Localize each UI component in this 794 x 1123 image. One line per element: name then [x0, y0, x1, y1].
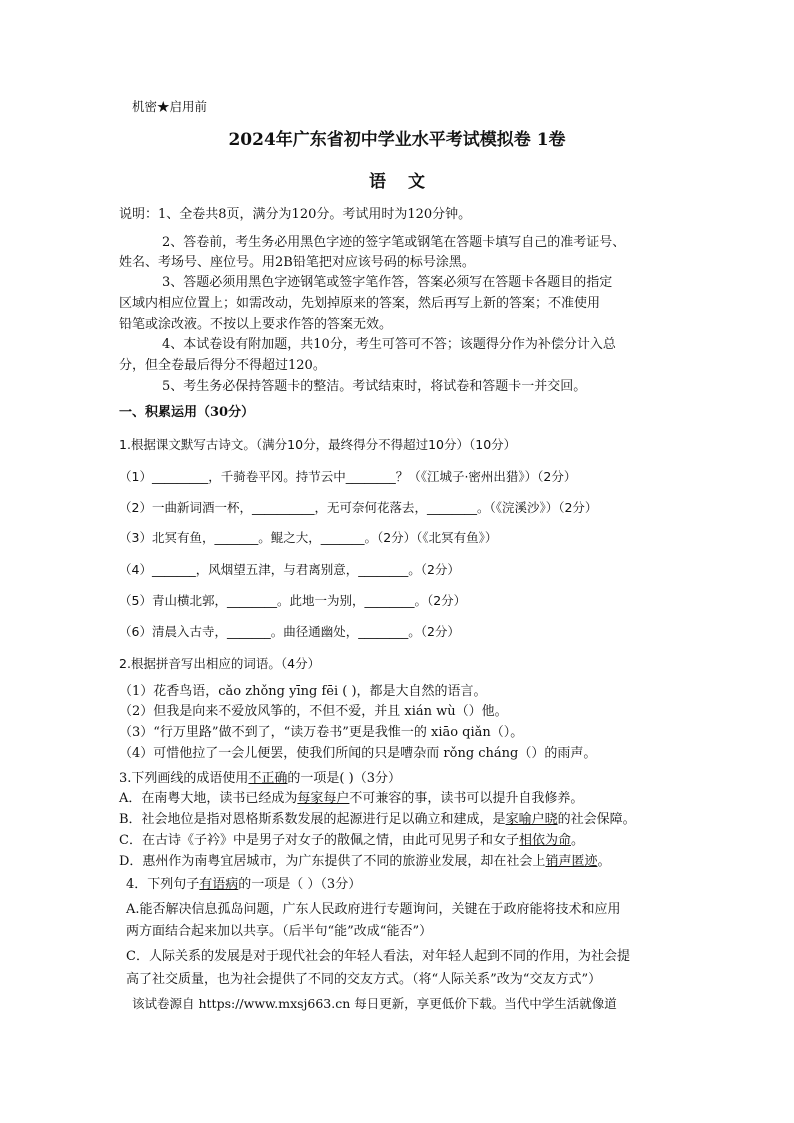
instruction-line-5: 区域内相应位置上；如需改动，先划掉原来的答案，然后再写上新的答案；不准使用	[119, 296, 601, 311]
q1-item-3: （3）北冥有鱼，_______。鲲之大，_______。（2分）（《北冥有鱼》）	[119, 530, 498, 545]
q1-item-4: （4）_______，风烟望五津，与君离别意，________。（2分）	[119, 562, 460, 577]
footer-source-line: 该试卷源自 https://www.mxsj663.cn 每日更新，享更低价下载。当代中学生活就像道	[132, 996, 617, 1011]
confidential-label: 机密★启用前	[132, 99, 208, 114]
exam-title: 2024年广东省初中学业水平考试模拟卷 1卷	[228, 130, 566, 150]
q1-item-1: （1）_________，千骑卷平冈。持节云中________？（《江城子·密州出猎》）（2分）	[119, 469, 577, 484]
q2-item-1: （1）花香鸟语，cǎo zhǒng yīng fēi ( )，都是大自然的语言。	[119, 684, 487, 699]
q3-stem: 3.下列画线的成语使用不正确的一项是( )（3分）	[119, 771, 401, 786]
section-heading: 一、积累运用（30分）	[119, 405, 255, 420]
q4-option-a-line-2: 两方面结合起来加以共享。（后半句“能”改成“能否”）	[126, 924, 433, 939]
q4-option-a-line-1: A.能否解决信息孤岛问题，广东人民政府进行专题询问，关键在于政府能将技术和应用	[126, 902, 621, 917]
instruction-line-7: 4、本试卷设有附加题，共10分，考生可答可不答；该题得分作为补偿分计入总	[162, 337, 616, 352]
instruction-line-6: 铅笔或涂改液。不按以上要求作答的答案无效。	[119, 317, 393, 332]
q3-option-b: B．社会地位是指对恩格斯系数发展的起源进行足以确立和建成，是家喻户晓的社会保障。	[119, 812, 636, 827]
q4-option-c-line-2: 高了社交质量，也为社会提供了不同的交友方式。（将“人际关系”改为“交友方式”）	[126, 972, 602, 987]
instruction-line-9: 5、考生务必保持答题卡的整洁。考试结束时，将试卷和答题卡一并交回。	[162, 379, 587, 394]
instruction-line-1: 说明：1、全卷共8页，满分为120分。考试用时为120分钟。	[119, 207, 472, 222]
q2-item-3: （3）“行万里路”做不到了，“读万卷书”更是我惟一的 xiāo qiǎn（）。	[119, 725, 524, 740]
q1-item-5: （5）青山横北郭，________。此地一为别，________。（2分）	[119, 593, 467, 608]
q1-stem: 1.根据课文默写古诗文。（满分10分，最终得分不得超过10分）（10分）	[119, 437, 517, 452]
instruction-line-3: 姓名、考场号、座位号。用2B铅笔把对应该号码的标号涂黑。	[119, 255, 475, 270]
q1-item-6: （6）清晨入古寺，_______。曲径通幽处，________。（2分）	[119, 624, 460, 639]
q1-item-2: （2）一曲新词酒一杯，__________，无可奈何花落去，________。（《浣溪沙》）（2分）	[119, 500, 598, 515]
q2-stem: 2.根据拼音写出相应的词语。（4分）	[119, 656, 321, 671]
instruction-line-2: 2、答卷前，考生务必用黑色字迹的签字笔或钢笔在答题卡填写自己的准考证号、	[162, 235, 626, 250]
q4-stem: 4．下列句子有语病的一项是（ ）（3分）	[126, 877, 362, 892]
subject-title: 语文	[369, 172, 447, 192]
instruction-line-8: 分，但全卷最后得分不得超过120。	[119, 358, 326, 373]
q3-option-c: C．在古诗《子衿》中是男子对女子的散佩之情，由此可见男子和女子相依为命。	[119, 833, 584, 848]
q4-option-c-line-1: C．人际关系的发展是对于现代社会的年轻人看法，对年轻人起到不同的作用，为社会提	[126, 949, 630, 964]
q3-option-a: A．在南粤大地，读书已经成为每家每户不可兼容的事，读书可以提升自我修养。	[119, 791, 584, 806]
q3-option-d: D．惠州作为南粤宜居城市，为广东提供了不同的旅游业发展，却在社会上销声匿迹。	[119, 854, 611, 869]
q2-item-2: （2）但我是向来不爱放风筝的，不但不爱，并且 xián wù（）他。	[119, 704, 508, 719]
instruction-line-4: 3、答题必须用黑色字迹钢笔或签字笔作答，答案必须写在答题卡各题目的指定	[162, 275, 613, 290]
q2-item-4: （4）可惜他拉了一会儿便罢，使我们所闻的只是嘈杂而 rǒng cháng（）的雨声。	[119, 746, 597, 761]
